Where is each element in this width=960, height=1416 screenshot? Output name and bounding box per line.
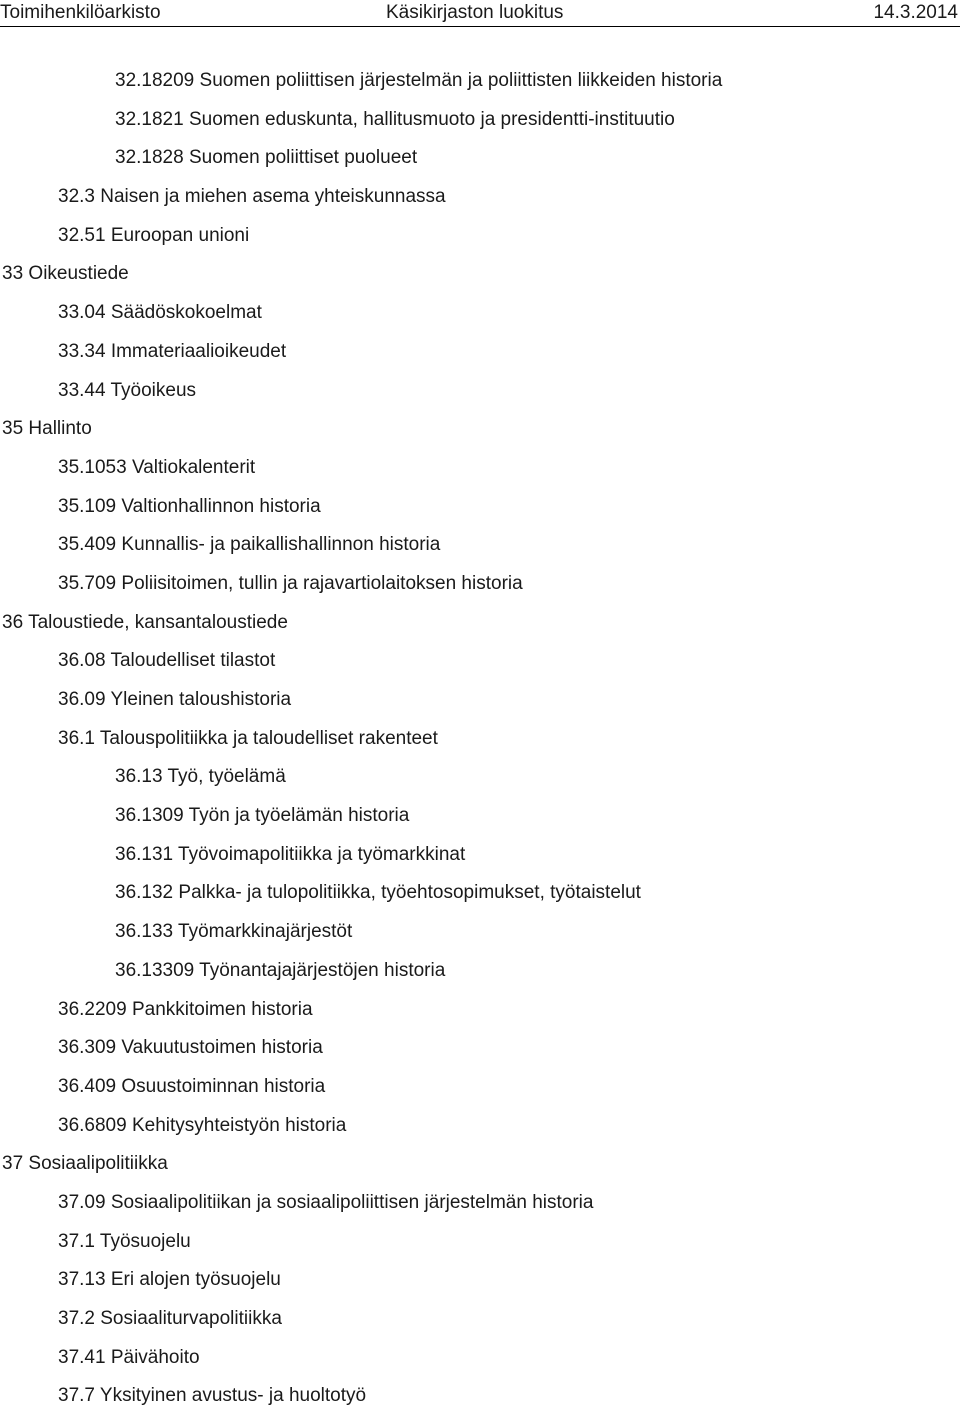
class-entry: 32.1821 Suomen eduskunta, hallitusmuoto ja presidentti-instituutio bbox=[115, 108, 675, 130]
class-entry: 37.1 Työsuojelu bbox=[58, 1230, 191, 1252]
class-heading: 37 Sosiaalipolitiikka bbox=[2, 1153, 168, 1175]
header-organization: Toimihenkilöarkisto bbox=[0, 2, 161, 23]
class-entry: 37.2 Sosiaaliturvapolitiikka bbox=[58, 1308, 282, 1329]
class-entry: 32.3 Naisen ja miehen asema yhteiskunnassa bbox=[58, 186, 446, 208]
class-entry: 37.7 Yksityinen avustus- ja huoltotyö bbox=[58, 1385, 367, 1407]
class-entry: 32.51 Euroopan unioni bbox=[58, 224, 250, 246]
class-entry: 35.709 Poliisitoimen, tullin ja rajavartiolaitoksen historia bbox=[58, 572, 523, 594]
class-entry: 35.109 Valtionhallinnon historia bbox=[58, 495, 321, 517]
class-heading: 36 Taloustiede, kansantaloustiede bbox=[2, 611, 288, 633]
class-heading: 35 Hallinto bbox=[2, 418, 92, 440]
class-entry: 36.13 Työ, työelämä bbox=[115, 766, 286, 788]
class-entry: 36.2209 Pankkitoimen historia bbox=[58, 998, 313, 1020]
header-date: 14.3.2014 bbox=[873, 2, 958, 23]
header-divider bbox=[0, 26, 960, 27]
class-entry: 35.409 Kunnallis- ja paikallishallinnon historia bbox=[58, 534, 441, 556]
class-entry: 33.34 Immateriaalioikeudet bbox=[58, 340, 287, 362]
class-entry: 36.09 Yleinen taloushistoria bbox=[58, 689, 292, 710]
class-entry: 36.1 Talouspolitiikka ja taloudelliset rakenteet bbox=[58, 727, 438, 749]
class-entry: 36.409 Osuustoiminnan historia bbox=[58, 1075, 326, 1097]
header-document-title: Käsikirjaston luokitus bbox=[386, 2, 564, 23]
page-header bbox=[0, 0, 960, 26]
class-entry: 32.1828 Suomen poliittiset puolueet bbox=[115, 147, 418, 169]
class-entry: 33.44 Työoikeus bbox=[58, 379, 197, 401]
class-entry: 36.13309 Työnantajajärjestöjen historia bbox=[115, 959, 446, 981]
class-entry: 33.04 Säädöskokoelmat bbox=[58, 302, 262, 324]
class-entry: 37.13 Eri alojen työsuojelu bbox=[58, 1269, 281, 1291]
class-entry: 37.09 Sosiaalipolitiikan ja sosiaalipoliittisen järjestelmän historia bbox=[58, 1191, 594, 1213]
class-entry: 32.18209 Suomen poliittisen järjestelmän ja poliittisten liikkeiden historia bbox=[115, 70, 723, 91]
class-entry: 36.6809 Kehitysyhteistyön historia bbox=[58, 1114, 347, 1136]
class-entry: 36.309 Vakuutustoimen historia bbox=[58, 1037, 323, 1059]
class-entry: 36.132 Palkka- ja tulopolitiikka, työehtosopimukset, työtaistelut bbox=[115, 882, 641, 904]
class-entry: 36.08 Taloudelliset tilastot bbox=[58, 650, 276, 672]
class-entry: 35.1053 Valtiokalenterit bbox=[58, 456, 256, 478]
class-heading: 33 Oikeustiede bbox=[2, 263, 129, 285]
class-entry: 36.133 Työmarkkinajärjestöt bbox=[115, 921, 353, 943]
class-entry: 36.1309 Työn ja työelämän historia bbox=[115, 805, 410, 827]
class-entry: 37.41 Päivähoito bbox=[58, 1346, 200, 1368]
classification-list bbox=[0, 62, 960, 1416]
class-entry: 36.131 Työvoimapolitiikka ja työmarkkinat bbox=[115, 843, 466, 865]
